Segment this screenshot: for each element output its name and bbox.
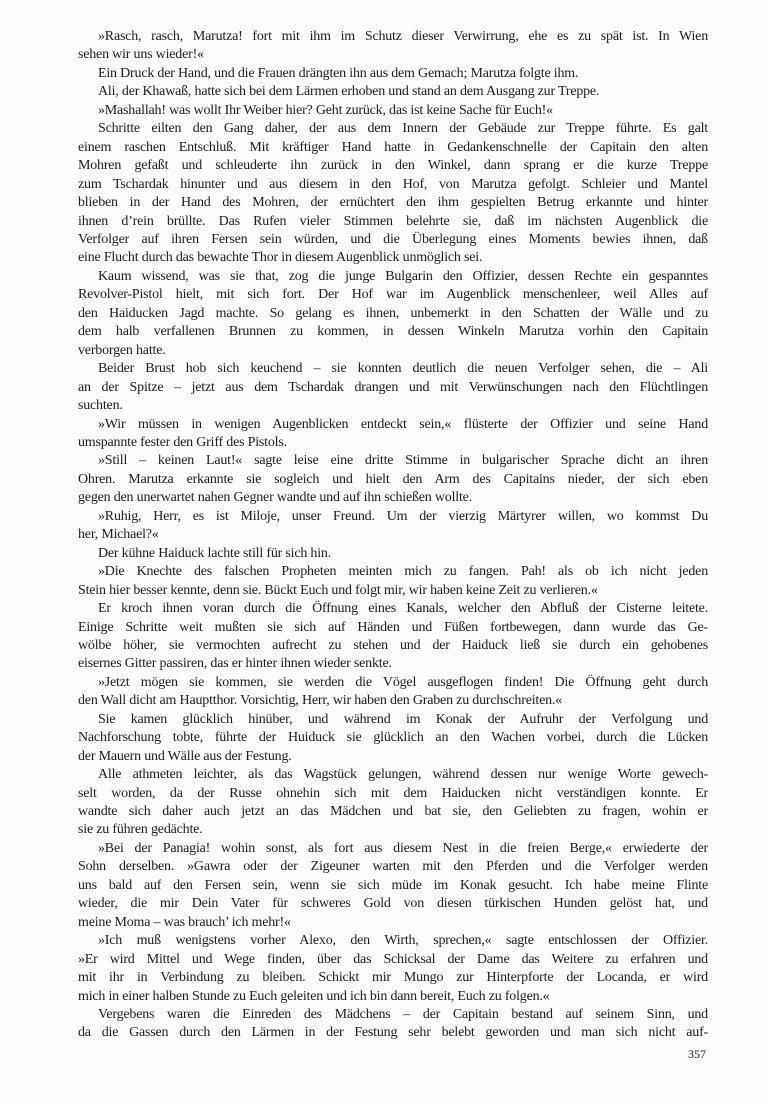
text-line: Er kroch ihnen voran durch die Öffnung eines Kanals, welcher den Abfluß der Cisterne leitete. [98,601,708,617]
text-line: Nachforschung tobte, führte der Huiduck sie glücklich an den Wachen vorbei, durch die Lücken [78,730,708,746]
text-line: ihnen d’rein brüllte. Das Rufen vieler Stimmen belehrte sie, daß im nächsten Augenblick die [78,213,708,229]
text-line: »Ruhig, Herr, es ist Miloje, unser Freund. Um der vierzig Märtyrer willen, wo kommst Du [98,508,708,524]
paragraph [78,840,708,932]
text-line: da die Gassen durch den Lärmen in der Festung sehr belebt geworden und man sich nicht auf- [78,1025,708,1041]
text-line: sie zu führen gedächte. [78,822,203,838]
paragraph [78,545,708,563]
text-line: Sohn derselben. »Gawra oder der Zigeuner warten mit den Pferden und die Verfolger werden [78,859,708,875]
text-line: Stein hier besser kennte, denn sie. Bückt Euch und folgt mir, wir haben keine Zeit zu verlieren.« [78,582,598,598]
text-line: Alle athmeten leichter, als das Wagstück gelungen, während dessen nur wenige Worte gewech- [98,767,708,783]
text-line: selt worden, da der Russe ohnehin sich mit dem Haiducken nicht verständigen konnte. Er [78,785,708,801]
text-line: an der Spitze – jetzt aus dem Tschardak drangen und mit Verwünschungen nach den Flüchtlingen [78,379,708,395]
text-line: Verfolger auf ihren Fersen sein würden, und die Überlegung eines Moments bewies ihnen, daß [78,231,708,247]
text-line: »Still – keinen Laut!« sagte leise eine dritte Stimme in bulgarischer Sprache dicht an ihren [98,453,708,469]
paragraph [78,268,708,360]
text-line: wandte sich daher auch jetzt an das Mädchen und bat sie, den Geliebten zu fragen, wohin er [78,804,708,820]
paragraph [78,65,708,83]
paragraph [78,674,708,711]
text-line: »Ich muß wenigstens vorher Alexo, den Wirth, sprechen,« sagte entschlossen der Offizier. [98,933,708,949]
text-line: meine Moma – was brauch’ ich mehr!« [78,914,291,930]
paragraph [78,600,708,674]
text-line: Ali, der Khawaß, hatte sich bei dem Lärmen erhoben und stand an dem Ausgang zur Treppe. [98,84,600,100]
text-line: zum Tschardak hinunter und aus diesem in den Hof, von Marutza gefolgt. Schleier und Mantel [78,176,708,192]
paragraph [78,102,708,120]
text-line: gegen den unerwartet nahen Gegner wandte und auf ihn schießen wollte. [78,490,472,506]
text-line: »Jetzt mögen sie kommen, sie werden die Vögel ausgeflogen finden! Die Öffnung geht durch [98,674,708,690]
text-line: eine Flucht durch das bewachte Thor in diesem Augenblick unmöglich sei. [78,250,483,266]
text-line: Revolver-Pistol hielt, mit sich fort. Der Hof war im Augenblick menschenleer, weil Alles auf [78,287,708,303]
text-line: Schritte eilten den Gang daher, der aus dem Innern der Gebäude zur Treppe führte. Es galt [98,121,708,137]
text-line: wieder, die mir Dein Vater für schweres Gold von diesen türkischen Hunden gelöst hat, und [78,896,708,912]
text-line: »Wir müssen in wenigen Augenblicken entdeckt sein,« flüsterte der Offizier und seine Hand [98,416,708,432]
text-line: mich in einer halben Stunde zu Euch geleiten und ich bin dann bereit, Euch zu folgen.« [78,988,550,1004]
text-line: verborgen hatte. [78,342,166,358]
text-line: Kaum wissend, was sie that, zog die junge Bulgarin den Offizier, dessen Rechte ein gespanntes [98,268,708,284]
text-line: umspannte fester den Griff des Pistols. [78,434,287,450]
text-line: her, Michael?« [78,527,159,543]
text-line: »Mashallah! was wollt Ihr Weiber hier? Geht zurück, das ist keine Sache für Euch!« [98,102,553,118]
text-line: eisernes Gitter passiren, das er hinter ihnen wieder senkte. [78,656,392,672]
text-line: mit ihr in Verbindung zu bleiben. Schickt mir Mungo zur Hinterpforte der Locanda, er wird [78,970,708,986]
text-line: »Die Knechte des falschen Propheten meinten mich zu fangen. Pah! als ob ich nicht jeden [98,564,708,580]
text-line: uns bald auf den Fersen sein, wenn sie sich müde im Konak gesucht. Ich habe meine Flinte [78,877,708,893]
text-line: Der kühne Haiduck lachte still für sich hin. [98,545,332,561]
paragraph [78,452,708,507]
paragraph [78,766,708,840]
text-line: sehen wir uns wieder!« [78,47,204,63]
paragraph [78,416,708,453]
text-line: Sie kamen glücklich hinüber, und während im Konak der Aufruhr der Verfolgung und [98,711,708,727]
text-line: Ohren. Marutza erkannte sie sogleich und hielt den Arm des Capitains nieder, der sich eben [78,471,708,487]
text-line: wölbe höher, sie vermochten aufrecht zu stehen und der Haiduck ließ sie durch ein gehobenes [78,637,708,653]
text-line: den Wall dicht am Hauptthor. Vorsichtig, Herr, wir haben den Graben zu durchschreiten.« [78,693,562,709]
text-line: Ein Druck der Hand, und die Frauen drängten ihn aus dem Gemach; Marutza folgte ihm. [98,65,579,81]
text-line: suchten. [78,398,123,414]
text-line: Beider Brust hob sich keuchend – sie konnten deutlich die neuen Verfolger sehen, die – Ali [98,361,708,377]
paragraph [78,28,708,65]
page-number: 357 [688,1047,706,1061]
text-line: blieben in der Hand des Mohren, der ernüchtert den ihm gespielten Betrug erkannte und hinter [78,195,708,211]
paragraph [78,83,708,101]
paragraph [78,711,708,766]
text-line: »Rasch, rasch, Marutza! fort mit ihm im Schutz dieser Verwirrung, ehe es zu spät ist. In Wien [98,29,708,44]
text-block [78,28,708,1043]
paragraph [78,508,708,545]
text-line: »Bei der Panagia! wohin sonst, als fort aus diesem Nest in die freien Berge,« erwiederte der [98,840,708,856]
text-line: Mohren gefaßt und schleuderte ihn zurück in den Winkel, dann sprang er die kurze Treppe [78,158,708,174]
text-line: Einige Schritte weit mußten sie sich auf Händen und Füßen fortbewegen, dann wurde das Ge- [78,619,708,635]
paragraph [78,563,708,600]
text-line: den Haiducken Jagd machte. So gelang es ihnen, unbemerkt in den Schatten der Wälle und zu [78,305,708,321]
paragraph [78,360,708,415]
paragraph [78,1006,708,1043]
paragraph [78,120,708,268]
paragraph [78,932,708,1006]
text-line: Vergebens waren die Einreden des Mädchens – der Capitain bestand auf seinem Sinn, und [98,1007,708,1023]
text-line: »Er wird Mittel und Wege finden, über das Schicksal der Dame das Weitere zu erfahren und [78,951,708,967]
text-line: einem raschen Entschluß. Mit kräftiger Hand hatte in Gedankenschnelle der Capitain den alten [78,139,708,155]
text-line: dem halb verfallenen Brunnen zu kommen, in dessen Winkeln Marutza vorhin den Capitain [78,324,708,340]
text-line: der Mauern und Wälle aus der Festung. [78,748,292,764]
